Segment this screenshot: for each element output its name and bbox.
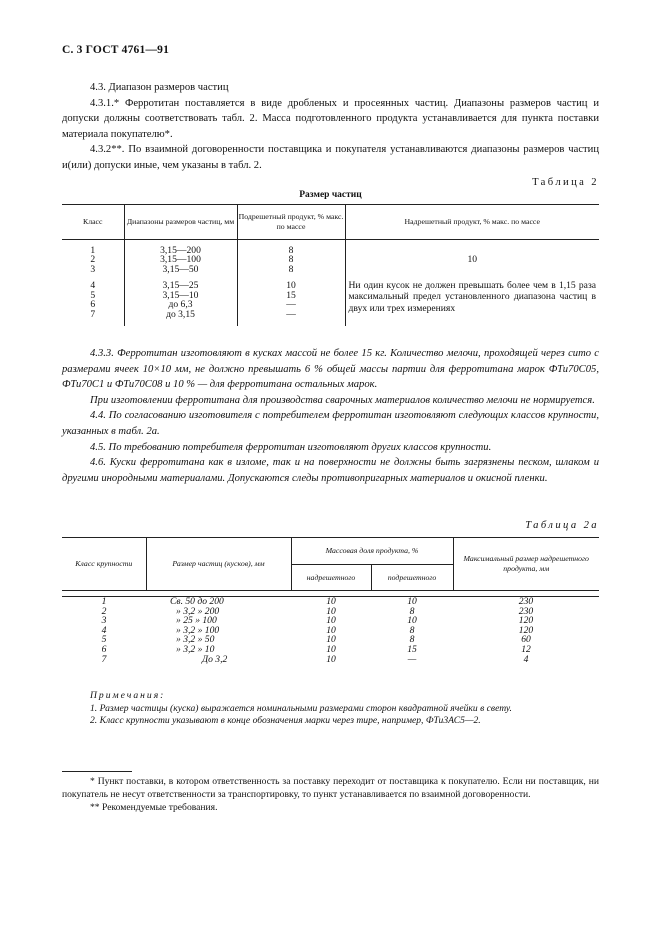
table-cell: 10 [237, 274, 345, 291]
table-cell: 120 [518, 615, 534, 627]
table-cell: 3,15—50 [124, 265, 237, 275]
footnote-divider [62, 771, 132, 772]
table-header: Класс [62, 205, 124, 240]
table-cell: 5 [101, 634, 107, 646]
paragraph: 4.3.1.* Ферротитан поставляется в виде дробленых и просеянных частиц. Диапазоны размеров частиц и допуски должны соответствовать табл. 2. Масса подготовленного продукта устанавливается для пункта поставки материала покупателю*. [62, 97, 599, 140]
table-header: Диапазоны размеров частиц, мм [124, 205, 237, 240]
table-2a [62, 537, 599, 664]
table-cell: 15 [407, 643, 417, 655]
paragraph: 4.6. Куски ферротитана как в изломе, так и на поверхности не должны быть загрязнены песком, шлаком и другими инородными материалами. Допускаются следы противопригарных материалов и окисной пленки. [62, 457, 599, 484]
table-cell: 4 [101, 624, 107, 636]
table-2 [62, 204, 599, 326]
table-cell: 10 [326, 624, 336, 636]
table-cell: 8 [409, 624, 415, 636]
table-cell: 7 [101, 653, 107, 665]
table-cell: 1 [90, 244, 96, 256]
table-cell: 3,15—200 [124, 246, 237, 256]
table-cell: 6 [90, 299, 96, 311]
table-cell: Св. 50 до 200 [170, 596, 224, 607]
table-cell: 3,15—100 [124, 255, 237, 265]
note-item: 1. Размер частицы (куска) выражается номинальными размерами сторон квадратной ячейки в свету. [90, 702, 512, 714]
page-header: С. 3 ГОСТ 4761—91 [62, 44, 170, 56]
table-cell: 2 [101, 605, 107, 617]
table-cell: 3,15—10 [124, 291, 237, 301]
table-cell: — [237, 300, 345, 310]
table-cell: 10 [326, 615, 336, 627]
table-row [62, 246, 599, 256]
table-header: Подрешетный продукт, % макс. по массе [237, 205, 345, 240]
paragraph: 4.3.2**. По взаимной договоренности поставщика и покупателя устанавливаются диапазоны размеров частиц и(или) допуски иные, чем указаны в табл. 2. [62, 144, 599, 171]
notes-title: Примечания: [90, 690, 166, 701]
section-4-3 [62, 80, 599, 174]
table-cell: до 3,15 [124, 310, 237, 326]
table-row [62, 655, 599, 665]
table-cell: 230 [518, 596, 534, 607]
table-cell: до 6,3 [124, 300, 237, 310]
table-cell: До 3,2 [202, 653, 228, 665]
paragraph: 4.4. По согласованию изготовителя с потребителем ферротитан изготовляют следующих классов крупности, указанных в табл. 2а. [62, 410, 599, 437]
table-cell: 15 [237, 291, 345, 301]
table2-caption: Размер частиц [299, 190, 362, 200]
table-cell: Ни один кусок не должен превышать более чем в 1,15 раза максимальный предел установленного диапазона частиц в двух или трех измерениях [345, 274, 599, 325]
table2-label: Таблица 2 [532, 177, 599, 188]
table-cell: 4 [523, 653, 529, 665]
table-cell: 3,15—25 [124, 274, 237, 291]
table-header: подрешетного [371, 565, 453, 591]
table2a-label: Таблица 2а [525, 520, 599, 531]
table-header: Максимальный размер надрешетного продукта, мм [453, 538, 599, 591]
table-cell: » 3,2 » 200 [176, 605, 220, 617]
footnotes [62, 775, 599, 814]
paragraph: При изготовлении ферротитана для производства сварочных материалов количество мелочи не нормируется. [90, 394, 595, 406]
table-cell: » 3,2 » 50 [176, 634, 215, 646]
table-cell: 8 [409, 605, 415, 617]
table-cell: 10 [345, 246, 599, 275]
table-cell: 10 [326, 634, 336, 646]
table-cell: 120 [518, 624, 534, 636]
table-cell: — [407, 653, 417, 665]
table-row [62, 274, 599, 291]
table-cell: » 3,2 » 10 [176, 643, 215, 655]
paragraph: 4.3. Диапазон размеров частиц [90, 82, 229, 93]
table-cell: » 25 » 100 [176, 615, 217, 627]
table-cell: 10 [326, 653, 336, 665]
table-cell: 12 [521, 643, 531, 655]
table-cell: 10 [407, 596, 417, 607]
table-cell: 10 [326, 596, 336, 607]
table-header: Надрешетный продукт, % макс. по массе [345, 205, 599, 240]
table-cell: 4 [90, 280, 96, 292]
table-cell: 10 [326, 605, 336, 617]
table-cell: 230 [518, 605, 534, 617]
table-cell: — [237, 310, 345, 326]
table-cell: 8 [409, 634, 415, 646]
table-header: надрешетного [291, 565, 371, 591]
table-cell: 10 [407, 615, 417, 627]
footnote: ** Рекомендуемые требования. [90, 802, 218, 813]
section-4-3-3 [62, 346, 599, 486]
table-header: Массовая доля продукта, % [291, 538, 453, 565]
table-cell: 3 [101, 615, 107, 627]
table-cell: 7 [90, 309, 96, 321]
paragraph: 4.3.3. Ферротитан изготовляют в кусках массой не более 15 кг. Количество мелочи, проходящей через сито с размерами ячеек 10×10 мм, не должно превышать 6 % общей массы партии для ферротитана марок ФТи70С05, ФТи70С1 и ФТи70С08 и 10 % — для ферротитана остальных марок. [62, 348, 599, 391]
table-cell: » 3,2 » 100 [176, 624, 220, 636]
table-header: Размер частиц (кусков), мм [146, 538, 291, 591]
table-cell: 2 [90, 254, 96, 266]
note-item: 2. Класс крупности указывают в конце обозначения марки через тире, например, ФТи3АС5—2. [90, 715, 481, 727]
table-header: Класс крупности [62, 538, 146, 591]
table-cell: 8 [237, 265, 345, 275]
paragraph: 4.5. По требованию потребителя ферротитан изготовляют других классов крупности. [90, 441, 492, 453]
table-cell: 8 [237, 246, 345, 256]
table-cell: 6 [101, 643, 107, 655]
table-cell: 8 [237, 255, 345, 265]
notes [62, 690, 599, 728]
table-cell: 60 [521, 634, 531, 646]
table-cell: 3 [90, 263, 96, 275]
table-cell: 10 [326, 643, 336, 655]
table-cell: 5 [90, 289, 96, 301]
footnote: * Пункт поставки, в котором ответственность за поставку переходит от поставщика к покупателю. Если ни поставщик, ни покупатель не несут ответственности за транспортировку, то пункт устанавливается по взаимной договоренности. [62, 776, 599, 800]
table-cell: 1 [101, 596, 107, 607]
